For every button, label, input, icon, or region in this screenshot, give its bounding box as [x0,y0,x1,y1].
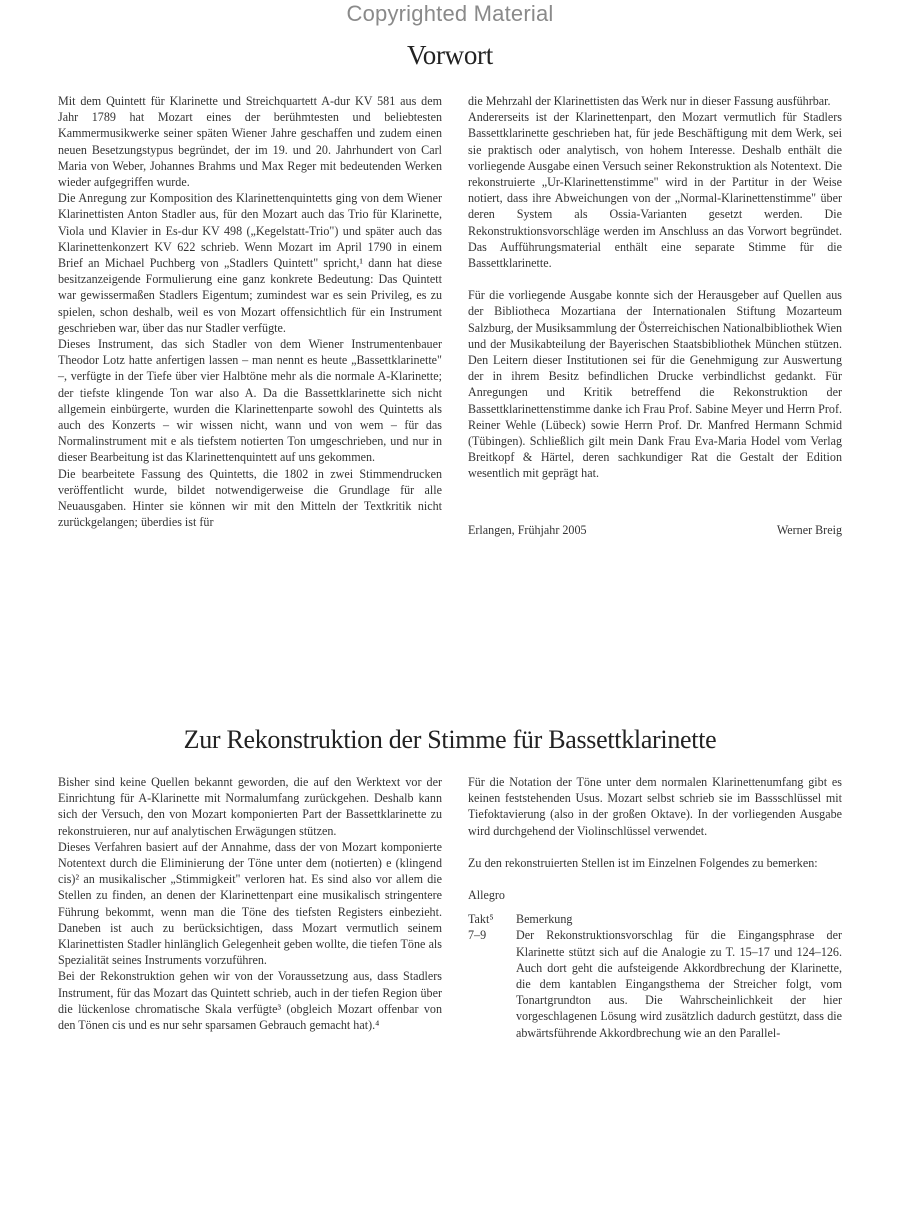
bemerkung-header: Bemerkung [516,912,573,927]
paragraph: Die Anregung zur Komposition des Klarinettenquintetts ging von dem Wiener Klarinettisten Anton Stadler aus, für den Mozart auch das Trio für Klarinette, Viola und Klavier in Es-dur KV 498 („Kegelstatt-Trio") und später auch das Klarinettenkonzert KV 622 schrieb. Wenn Mozart im April 1790 in einem Brief an Michael Puchberg von „Stadlers Quintett" spricht,¹ dann hat diese besitzanzeigende Formulierung eine ganz konkrete Bedeutung: Das Quintett war gewissermaßen Stadlers Eigentum; zumindest war es sein Privileg, es zu spielen, schon deshalb, weil es von Mozart offensichtlich für ein Instrument geschrieben war, über das nur Stadler verfügte. [58,191,442,335]
paragraph: Andererseits ist der Klarinettenpart, den Mozart vermutlich für Stadlers Bassettklarinette geschrieben hat, für jede Beschäftigung mit dem Werk, sei sie praktisch oder analytisch, von hohem Interesse. Deshalb enthält die vorliegende Ausgabe einen Versuch seiner Rekonstruktion als Notentext. Die rekonstruierte „Ur-Klarinettenstimme" wird in der Partitur in der Weise notiert, dass ihre Abweichungen von der „Normal-Klarinettenstimme" über deren System als Ossia-Varianten gesetzt werden. Die Rekonstruktionsvorschläge werden im Anschluss an das Vorwort begründet. Das Aufführungsmaterial enthält eine separate Stimme für die Bassettklarinette. [468,110,842,271]
takt-table-header [468,911,842,927]
paragraph: Zu den rekonstruierten Stellen ist im Einzelnen Folgendes zu bemerken: [468,855,818,870]
paragraph: Dieses Instrument, das sich Stadler von dem Wiener Instrumentenbauer Theodor Lotz hatte anfertigen lassen – man nennt es heute „Bassettklarinette" –, verfügte in der Tiefe über vier Halbtöne mehr als die normale A-Klarinette; der tiefste klingende Ton war also A. Da die Bassettklarinette sich nicht allgemein einbürgerte, wurden die Klarinettenparte sowohl des Quintetts als auch des Konzerts – wir wissen nicht, wann und von wem – für das Normalinstrument mit e als tiefstem notierten Ton umgeschrieben, und nur in dieser Bearbeitung ist das Klarinettenquintett auf uns gekommen. [58,337,442,465]
paragraph: die Mehrzahl der Klarinettisten das Werk nur in dieser Fassung ausführbar. [468,94,831,108]
movement-heading: Allegro [468,888,505,903]
signature-line [468,522,842,538]
section-title-rekonstruktion: Zur Rekonstruktion der Stimme für Bassettklarinette [183,725,717,754]
paragraph: Für die vorliegende Ausgabe konnte sich der Herausgeber auf Quellen aus der Bibliotheca Mozartiana der Internationalen Stiftung Mozarteum Salzburg, der Musiksammlung der Österreichischen Nationalbibliothek Wien und der Musikabteilung der Bayerischen Staatsbibliothek München stützen. Den Leitern dieser Institutionen sei für die Genehmigung zur Auswertung der in ihrem Besitz befindlichen Drucke verbindlichst gedankt. Für Anregungen und Kritik betreffend die Rekonstruktion der Bassettklarinettenstimme danke ich Frau Prof. Sabine Meyer und Herrn Prof. Reiner Wehle (Lübeck) sowie Herrn Prof. Dr. Manfred Hermann Schmid (Tübingen). Schließlich gilt mein Dank Frau Eva-Maria Hodel vom Verlag Breitkopf & Härtel, deren sachkundiger Rat die Gestalt der Edition wesentlich mit geprägt hat. [468,288,842,481]
table-row [468,927,842,1040]
vorwort-left-column [58,93,442,530]
rekonstruktion-right-column [468,774,842,1041]
section-title-vorwort: Vorwort [407,40,493,70]
paragraph: Mit dem Quintett für Klarinette und Streichquartett A-dur KV 581 aus dem Jahr 1789 hat Mozart eines der berühmtesten und beliebtesten Kammermusikwerke seiner späten Wiener Jahre geschaffen und zudem einen neuen Besetzungstypus begründet, der im 19. und 20. Jahrhundert von Carl Maria von Weber, Johannes Brahms und Max Reger mit bedeutenden Werken wieder aufgegriffen wurde. [58,94,442,190]
place-date: Erlangen, Frühjahr 2005 [468,522,587,537]
takt-header: Takt⁵ [468,912,494,927]
paragraph: Bisher sind keine Quellen bekannt geworden, die auf den Werktext vor der Einrichtung für A-Klarinette mit Normalumfang zurückgehen. Deshalb kann sich der Versuch, den von Mozart komponierten Part der Bassettklarinette zu rekonstruieren, nur auf analytischen Erwägungen stützen. [58,775,442,838]
rekonstruktion-left-column [58,774,442,1033]
author-name: Werner Breig [776,522,842,537]
paragraph: Für die Notation der Töne unter dem normalen Klarinettenumfang gibt es keinen feststehenden Usus. Mozart selbst schrieb sie im Bassschlüssel mit Tiefoktavierung (also in der großen Oktave). In der vorliegenden Ausgabe wird durchgehend der Violinschlüssel verwendet. [468,775,842,838]
paragraph: Bei der Rekonstruktion gehen wir von der Voraussetzung aus, dass Stadlers Instrument, für das Mozart das Quintett schrieb, auch in der tiefen Region über die lückenlose chromatische Skala verfügte³ (obgleich Mozart offenbar von den Tönen cis und es nur sehr sparsamen Gebrauch gemacht hat).⁴ [58,969,442,1033]
copyright-watermark: Copyrighted Material [346,1,554,26]
vorwort-right-column [468,93,842,538]
paragraph: Dieses Verfahren basiert auf der Annahme, dass der von Mozart komponierte Notentext durch die Eliminierung der Töne unter dem (notierten) e (klingend cis)² an musikalischer „Stimmigkeit" verloren hat. Es sind also vor allem die Stellen zu finden, an denen der Klarinettenpart eine musikalisch stringentere Führung bekommt, wenn man die Töne des tiefsten Registers einbezieht. Daneben ist auch zu berücksichtigen, dass Mozart vermutlich seinem Klarinettisten Stadler hinlänglich Gelegenheit geben wollte, die tiefen Töne als Spezialität seines Instruments vorzuführen. [58,839,442,968]
paragraph: Die bearbeitete Fassung des Quintetts, die 1802 in zwei Stimmendrucken veröffentlicht wurde, bildet notwendigerweise die Grundlage für alle Neuausgaben. Hinter sie können wir mit den Mitteln der Textkritik nicht zurückgelangen; überdies ist für [58,466,442,530]
takt-cell: 7–9 [468,928,487,943]
bemerkung-cell: Der Rekonstruktionsvorschlag für die Eingangsphrase der Klarinette stützt sich auf die Analogie zu T. 15–17 und 124–126. Auch dort geht die aufsteigende Akkordbrechung der Klarinette, die dem kantablen Eingangsthema der Streicher folgt, vom Tonartgrundton aus. Die Wahrscheinlichkeit der hier vorgeschlagenen Lösung wird zusätzlich dadurch gestützt, dass die abwärtsführende Akkordbrechung wie an den Parallel- [516,928,842,1040]
